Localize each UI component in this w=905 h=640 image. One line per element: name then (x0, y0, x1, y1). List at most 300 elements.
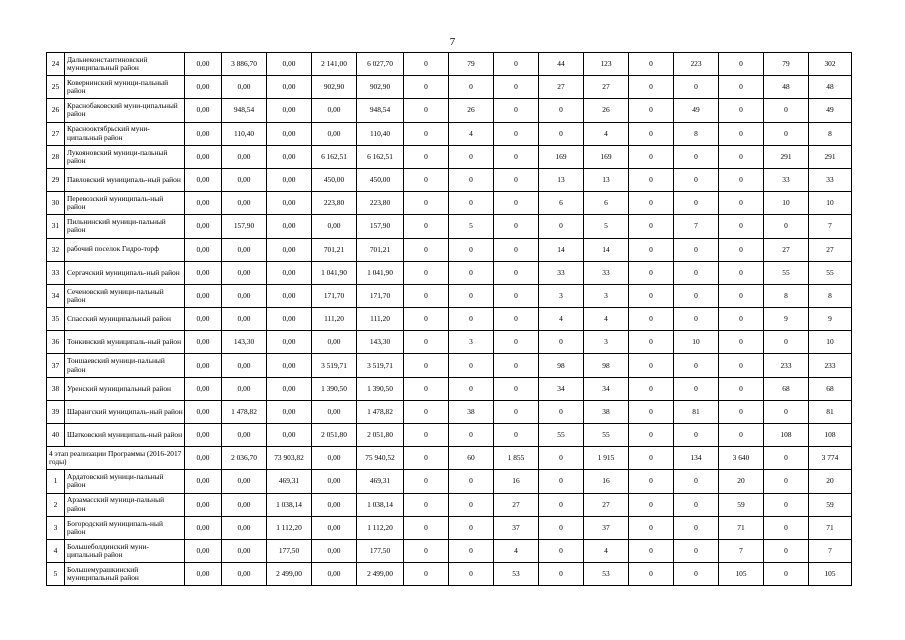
value-cell: 0 (494, 53, 539, 76)
value-cell: 0 (674, 539, 719, 562)
value-cell: 0,00 (222, 493, 267, 516)
value-cell: 291 (764, 145, 809, 168)
value-cell: 0,00 (312, 400, 357, 423)
district-name-cell: Большемурашкинский муниципальный район (65, 563, 185, 586)
value-cell: 0,00 (267, 215, 312, 238)
value-cell: 0,00 (185, 470, 222, 493)
value-cell: 469,31 (267, 470, 312, 493)
value-cell: 26 (449, 99, 494, 122)
value-cell: 0,00 (267, 145, 312, 168)
value-cell: 0,00 (222, 377, 267, 400)
row-number-cell: 4 (47, 539, 65, 562)
value-cell: 1 390,50 (312, 377, 357, 400)
value-cell: 60 (449, 447, 494, 470)
value-cell: 1 855 (494, 447, 539, 470)
value-cell: 0,00 (222, 563, 267, 586)
value-cell: 0,00 (267, 308, 312, 331)
value-cell: 0,00 (267, 284, 312, 307)
value-cell: 0,00 (267, 261, 312, 284)
value-cell: 0,00 (312, 493, 357, 516)
value-cell: 0 (539, 400, 584, 423)
value-cell: 7 (809, 215, 852, 238)
value-cell: 6 162,51 (357, 145, 404, 168)
value-cell: 0 (764, 563, 809, 586)
value-cell: 71 (809, 516, 852, 539)
value-cell: 902,90 (357, 76, 404, 99)
value-cell: 1 112,20 (357, 516, 404, 539)
value-cell: 71 (719, 516, 764, 539)
value-cell: 0,00 (222, 168, 267, 191)
value-cell: 0 (494, 215, 539, 238)
value-cell: 2 141,00 (312, 53, 357, 76)
value-cell: 0,00 (312, 563, 357, 586)
value-cell: 0,00 (185, 447, 222, 470)
value-cell: 0 (494, 377, 539, 400)
district-name-cell: Перевозский муниципаль-ный район (65, 192, 185, 215)
value-cell: 0 (629, 563, 674, 586)
value-cell: 0 (674, 424, 719, 447)
value-cell: 0,00 (185, 539, 222, 562)
value-cell: 111,20 (357, 308, 404, 331)
value-cell: 0 (674, 238, 719, 261)
value-cell: 902,90 (312, 76, 357, 99)
value-cell: 1 390,50 (357, 377, 404, 400)
row-number-cell: 30 (47, 192, 65, 215)
value-cell: 948,54 (357, 99, 404, 122)
value-cell: 223 (674, 53, 719, 76)
value-cell: 1 478,82 (222, 400, 267, 423)
value-cell: 68 (809, 377, 852, 400)
table-row (47, 215, 852, 238)
value-cell: 0 (719, 424, 764, 447)
value-cell: 0,00 (267, 331, 312, 354)
value-cell: 0 (404, 238, 449, 261)
value-cell: 79 (449, 53, 494, 76)
value-cell: 0 (449, 284, 494, 307)
value-cell: 0 (629, 215, 674, 238)
value-cell: 177,50 (267, 539, 312, 562)
value-cell: 0 (719, 53, 764, 76)
value-cell: 0 (719, 192, 764, 215)
value-cell: 0 (764, 215, 809, 238)
value-cell: 111,20 (312, 308, 357, 331)
value-cell: 0 (629, 331, 674, 354)
value-cell: 0 (494, 238, 539, 261)
value-cell: 27 (764, 238, 809, 261)
value-cell: 8 (809, 284, 852, 307)
value-cell: 4 (584, 308, 629, 331)
row-number-cell: 27 (47, 122, 65, 145)
value-cell: 0 (539, 493, 584, 516)
row-number-cell: 39 (47, 400, 65, 423)
value-cell: 0 (404, 215, 449, 238)
value-cell: 105 (719, 563, 764, 586)
value-cell: 0,00 (267, 122, 312, 145)
value-cell: 0 (719, 145, 764, 168)
value-cell: 3 (539, 284, 584, 307)
value-cell: 0 (404, 516, 449, 539)
value-cell: 14 (584, 238, 629, 261)
value-cell: 0,00 (267, 53, 312, 76)
district-name-cell: рабочий поселок Гидро-торф (65, 238, 185, 261)
value-cell: 0 (629, 284, 674, 307)
value-cell: 450,00 (312, 168, 357, 191)
value-cell: 0 (674, 168, 719, 191)
value-cell: 0 (404, 539, 449, 562)
value-cell: 4 (584, 122, 629, 145)
value-cell: 0,00 (222, 76, 267, 99)
value-cell: 0,00 (222, 284, 267, 307)
value-cell: 157,90 (357, 215, 404, 238)
value-cell: 0 (719, 238, 764, 261)
district-name-cell: Арзамасский муници-пальный район (65, 493, 185, 516)
value-cell: 0 (629, 53, 674, 76)
value-cell: 81 (674, 400, 719, 423)
value-cell: 33 (764, 168, 809, 191)
value-cell: 0 (404, 168, 449, 191)
row-number-cell: 36 (47, 331, 65, 354)
value-cell: 0 (404, 377, 449, 400)
value-cell: 0 (719, 308, 764, 331)
value-cell: 169 (539, 145, 584, 168)
value-cell: 10 (809, 192, 852, 215)
value-cell: 0,00 (267, 99, 312, 122)
value-cell: 0 (719, 99, 764, 122)
value-cell: 0 (449, 493, 494, 516)
value-cell: 223,80 (357, 192, 404, 215)
value-cell: 105 (809, 563, 852, 586)
value-cell: 0,00 (267, 192, 312, 215)
value-cell: 171,70 (357, 284, 404, 307)
value-cell: 0,00 (312, 215, 357, 238)
value-cell: 948,54 (222, 99, 267, 122)
district-name-cell: Дальнеконстантиновский муниципальный район (65, 53, 185, 76)
data-table (46, 52, 852, 586)
row-number-cell: 26 (47, 99, 65, 122)
value-cell: 13 (539, 168, 584, 191)
value-cell: 0 (539, 563, 584, 586)
district-name-cell: Ардатовский муници-пальный район (65, 470, 185, 493)
value-cell: 75 940,52 (357, 447, 404, 470)
value-cell: 4 (449, 122, 494, 145)
value-cell: 0 (494, 76, 539, 99)
district-name-cell: Тоншаевский муници-пальный район (65, 354, 185, 377)
value-cell: 0 (674, 284, 719, 307)
value-cell: 171,70 (312, 284, 357, 307)
value-cell: 0 (404, 470, 449, 493)
value-cell: 108 (809, 424, 852, 447)
row-number-cell: 2 (47, 493, 65, 516)
row-number-cell: 32 (47, 238, 65, 261)
value-cell: 8 (809, 122, 852, 145)
value-cell: 5 (449, 215, 494, 238)
value-cell: 0,00 (267, 76, 312, 99)
value-cell: 0 (494, 192, 539, 215)
value-cell: 0,00 (185, 563, 222, 586)
value-cell: 0 (494, 261, 539, 284)
value-cell: 5 (584, 215, 629, 238)
value-cell: 1 041,90 (312, 261, 357, 284)
table-row (47, 145, 852, 168)
table-row (47, 53, 852, 76)
value-cell: 55 (584, 424, 629, 447)
value-cell: 0 (674, 261, 719, 284)
value-cell: 0 (494, 284, 539, 307)
value-cell: 0 (719, 122, 764, 145)
table-row (47, 76, 852, 99)
value-cell: 27 (584, 493, 629, 516)
value-cell: 0 (629, 354, 674, 377)
value-cell: 0 (629, 424, 674, 447)
value-cell: 0,00 (185, 53, 222, 76)
value-cell: 2 499,00 (357, 563, 404, 586)
value-cell: 20 (719, 470, 764, 493)
value-cell: 0 (539, 331, 584, 354)
value-cell: 0 (674, 377, 719, 400)
value-cell: 0 (719, 377, 764, 400)
value-cell: 0 (494, 308, 539, 331)
value-cell: 10 (764, 192, 809, 215)
value-cell: 10 (809, 331, 852, 354)
value-cell: 0,00 (222, 470, 267, 493)
value-cell: 0 (494, 331, 539, 354)
value-cell: 0 (449, 192, 494, 215)
district-name-cell: Шатковский муниципаль-ный район (65, 424, 185, 447)
value-cell: 0 (539, 215, 584, 238)
value-cell: 0 (494, 354, 539, 377)
value-cell: 0 (629, 238, 674, 261)
value-cell: 0,00 (185, 168, 222, 191)
value-cell: 26 (584, 99, 629, 122)
value-cell: 7 (674, 215, 719, 238)
value-cell: 0 (674, 192, 719, 215)
value-cell: 1 038,14 (267, 493, 312, 516)
value-cell: 0,00 (267, 377, 312, 400)
value-cell: 4 (539, 308, 584, 331)
value-cell: 34 (584, 377, 629, 400)
value-cell: 0 (449, 563, 494, 586)
value-cell: 0,00 (222, 308, 267, 331)
value-cell: 0 (764, 400, 809, 423)
value-cell: 0 (404, 563, 449, 586)
value-cell: 55 (539, 424, 584, 447)
district-name-cell: Шарангский муниципаль-ный район (65, 400, 185, 423)
value-cell: 0 (404, 53, 449, 76)
value-cell: 44 (539, 53, 584, 76)
value-cell: 0 (629, 261, 674, 284)
value-cell: 0,00 (222, 539, 267, 562)
value-cell: 0 (404, 261, 449, 284)
row-number-cell: 1 (47, 470, 65, 493)
table-row (47, 284, 852, 307)
value-cell: 0,00 (222, 192, 267, 215)
value-cell: 2 051,80 (357, 424, 404, 447)
value-cell: 0,00 (185, 354, 222, 377)
value-cell: 1 112,20 (267, 516, 312, 539)
value-cell: 0 (449, 76, 494, 99)
value-cell: 0 (404, 400, 449, 423)
table-row (47, 516, 852, 539)
value-cell: 0 (719, 284, 764, 307)
table-row (47, 99, 852, 122)
value-cell: 0 (629, 493, 674, 516)
value-cell: 1 915 (584, 447, 629, 470)
table-row (47, 470, 852, 493)
value-cell: 98 (539, 354, 584, 377)
value-cell: 1 478,82 (357, 400, 404, 423)
value-cell: 0,00 (312, 122, 357, 145)
value-cell: 38 (449, 400, 494, 423)
value-cell: 0,00 (267, 400, 312, 423)
value-cell: 108 (764, 424, 809, 447)
value-cell: 0 (674, 145, 719, 168)
value-cell: 0,00 (312, 99, 357, 122)
value-cell: 0 (764, 493, 809, 516)
value-cell: 0,00 (222, 261, 267, 284)
value-cell: 59 (809, 493, 852, 516)
district-name-cell: Павловский муниципаль-ный район (65, 168, 185, 191)
value-cell: 291 (809, 145, 852, 168)
value-cell: 0 (719, 215, 764, 238)
value-cell: 0 (404, 354, 449, 377)
value-cell: 0 (404, 331, 449, 354)
table-row (47, 238, 852, 261)
value-cell: 134 (674, 447, 719, 470)
value-cell: 0 (629, 76, 674, 99)
value-cell: 49 (674, 99, 719, 122)
value-cell: 0,00 (185, 145, 222, 168)
value-cell: 0,00 (185, 215, 222, 238)
value-cell: 0 (719, 331, 764, 354)
value-cell: 0,00 (267, 354, 312, 377)
value-cell: 0 (719, 354, 764, 377)
value-cell: 0 (494, 424, 539, 447)
value-cell: 55 (764, 261, 809, 284)
row-number-cell: 5 (47, 563, 65, 586)
data-table-container (46, 52, 852, 586)
value-cell: 0,00 (312, 539, 357, 562)
district-name-cell: Сеченовский муници-пальный район (65, 284, 185, 307)
value-cell: 143,30 (357, 331, 404, 354)
value-cell: 27 (494, 493, 539, 516)
value-cell: 0,00 (185, 308, 222, 331)
table-row (47, 308, 852, 331)
value-cell: 3 (584, 284, 629, 307)
row-number-cell: 37 (47, 354, 65, 377)
value-cell: 0,00 (185, 122, 222, 145)
value-cell: 0 (539, 539, 584, 562)
value-cell: 3 (584, 331, 629, 354)
value-cell: 8 (674, 122, 719, 145)
value-cell: 0 (629, 168, 674, 191)
value-cell: 53 (584, 563, 629, 586)
table-row (47, 424, 852, 447)
value-cell: 13 (584, 168, 629, 191)
value-cell: 0 (404, 493, 449, 516)
value-cell: 0 (449, 145, 494, 168)
value-cell: 27 (809, 238, 852, 261)
value-cell: 0 (539, 447, 584, 470)
table-row (47, 122, 852, 145)
table-row (47, 261, 852, 284)
value-cell: 177,50 (357, 539, 404, 562)
row-number-cell: 38 (47, 377, 65, 400)
value-cell: 0 (629, 400, 674, 423)
value-cell: 0 (404, 284, 449, 307)
value-cell: 0 (539, 470, 584, 493)
table-row (47, 400, 852, 423)
value-cell: 0 (449, 308, 494, 331)
value-cell: 33 (539, 261, 584, 284)
value-cell: 48 (809, 76, 852, 99)
value-cell: 0,00 (185, 261, 222, 284)
value-cell: 6 027,70 (357, 53, 404, 76)
value-cell: 0,00 (185, 192, 222, 215)
value-cell: 0 (674, 76, 719, 99)
value-cell: 68 (764, 377, 809, 400)
value-cell: 0 (629, 447, 674, 470)
value-cell: 0 (629, 192, 674, 215)
value-cell: 302 (809, 53, 852, 76)
value-cell: 0 (674, 493, 719, 516)
row-number-cell: 24 (47, 53, 65, 76)
value-cell: 701,21 (357, 238, 404, 261)
value-cell: 3 640 (719, 447, 764, 470)
value-cell: 0,00 (185, 424, 222, 447)
value-cell: 37 (584, 516, 629, 539)
value-cell: 27 (584, 76, 629, 99)
table-row (47, 493, 852, 516)
row-number-cell: 31 (47, 215, 65, 238)
value-cell: 0,00 (312, 331, 357, 354)
value-cell: 0 (404, 76, 449, 99)
district-name-cell: Краснооктябрьский муни-ципальный район (65, 122, 185, 145)
value-cell: 0 (449, 470, 494, 493)
value-cell: 3 519,71 (312, 354, 357, 377)
district-name-cell: Сергачский муниципаль-ный район (65, 261, 185, 284)
value-cell: 0,00 (185, 516, 222, 539)
value-cell: 469,31 (357, 470, 404, 493)
value-cell: 0 (449, 168, 494, 191)
value-cell: 169 (584, 145, 629, 168)
value-cell: 0 (449, 377, 494, 400)
value-cell: 0 (674, 308, 719, 331)
value-cell: 0 (494, 145, 539, 168)
value-cell: 1 041,90 (357, 261, 404, 284)
row-number-cell: 33 (47, 261, 65, 284)
value-cell: 73 903,82 (267, 447, 312, 470)
page-number: 7 (449, 36, 456, 48)
table-row (47, 377, 852, 400)
value-cell: 0 (494, 400, 539, 423)
value-cell: 6 (584, 192, 629, 215)
value-cell: 701,21 (312, 238, 357, 261)
value-cell: 0 (764, 516, 809, 539)
value-cell: 27 (539, 76, 584, 99)
value-cell: 233 (764, 354, 809, 377)
value-cell: 0 (719, 76, 764, 99)
value-cell: 0 (764, 122, 809, 145)
table-row (47, 331, 852, 354)
value-cell: 110,40 (222, 122, 267, 145)
value-cell: 2 499,00 (267, 563, 312, 586)
value-cell: 123 (584, 53, 629, 76)
value-cell: 0 (404, 308, 449, 331)
row-number-cell: 40 (47, 424, 65, 447)
value-cell: 0 (449, 424, 494, 447)
value-cell: 6 162,51 (312, 145, 357, 168)
value-cell: 4 (584, 539, 629, 562)
